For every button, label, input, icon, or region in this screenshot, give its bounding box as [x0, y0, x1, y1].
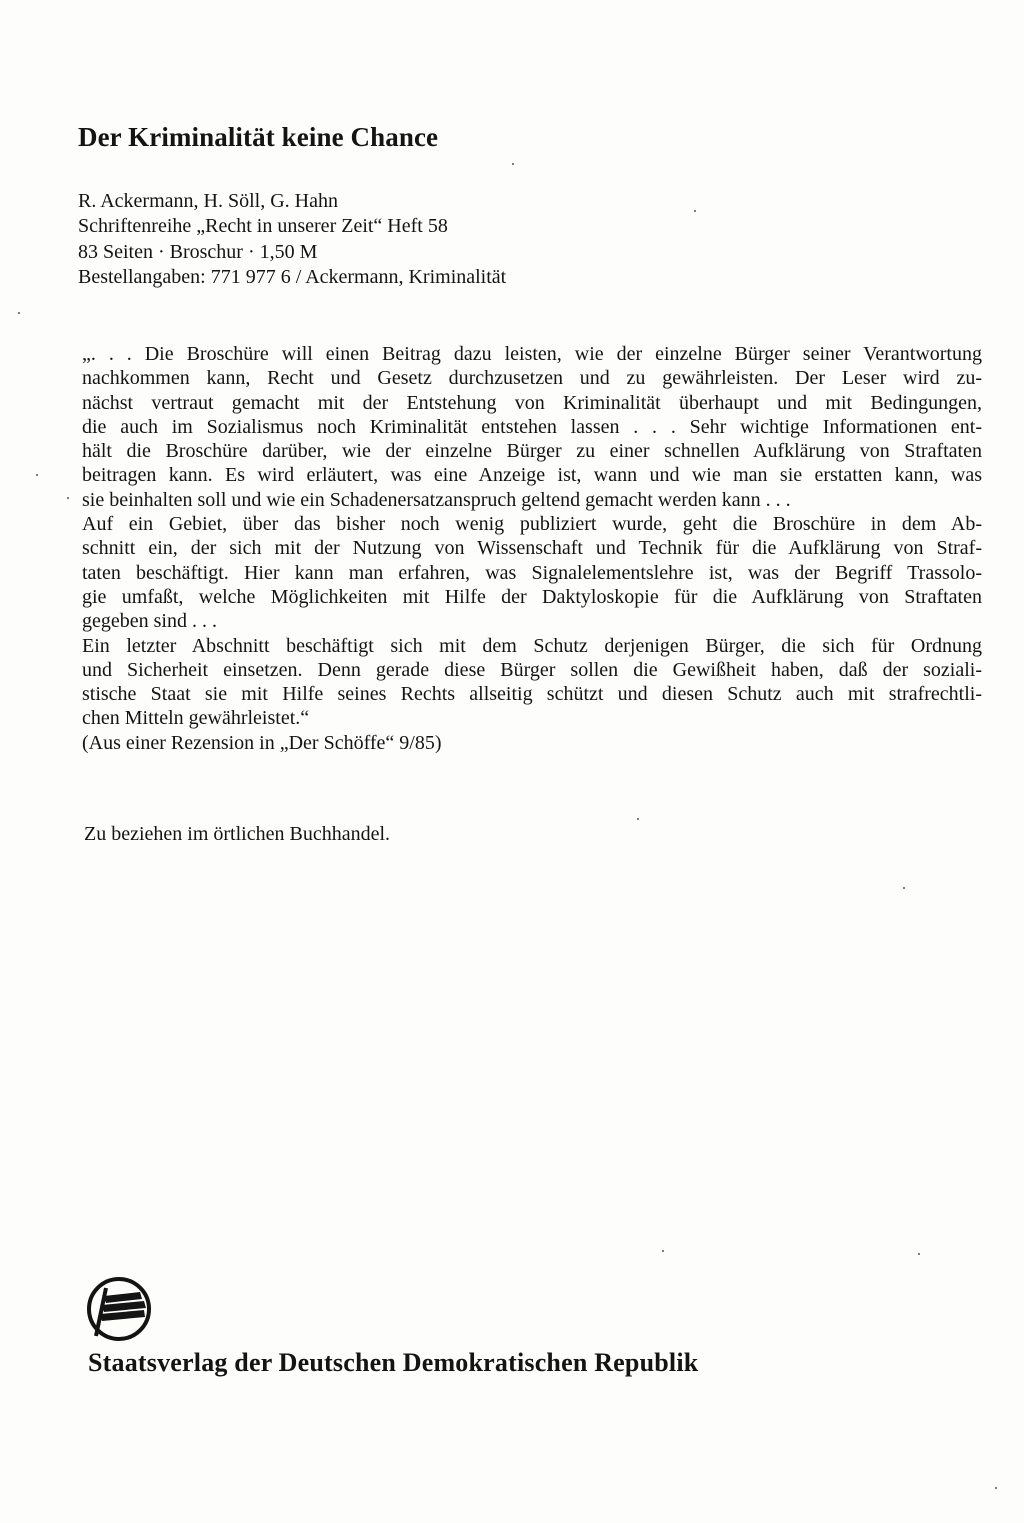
print-speck [67, 497, 69, 499]
authors: R. Ackermann, H. Söll, G. Hahn [78, 190, 338, 212]
review-line: hält die Broschüre darüber, wie der einzelne Bürger zu einer schnellen Aufklärung von Straftaten [82, 440, 982, 463]
review-line: Ein letzter Abschnitt beschäftigt sich mit dem Schutz derjenigen Bürger, die sich für Ordnung [82, 634, 982, 657]
review-line: schnitt ein, der sich mit der Nutzung von Wissenschaft und Technik für die Aufklärung von Straf- [82, 537, 982, 560]
format-price: 83 Seiten · Broschur · 1,50 M [78, 240, 318, 263]
print-speck [512, 163, 514, 165]
review-line: Auf ein Gebiet, über das bisher noch wenig publiziert wurde, geht die Broschüre in dem Ab- [82, 513, 982, 536]
review-line: sie beinhalten soll und wie ein Schadenersatzanspruch geltend gemacht werden kann . . . [82, 488, 791, 511]
review-line: nächst vertraut gemacht mit der Entstehung von Kriminalität überhaupt und mit Bedingungen, [82, 391, 982, 414]
print-speck [903, 887, 905, 889]
publisher-name: Staatsverlag der Deutschen Demokratischen Republik [88, 1348, 699, 1377]
review-line: „. . . Die Broschüre will einen Beitrag dazu leisten, wie der einzelne Bürger seiner Verantwortung [82, 343, 982, 365]
review-line: gie umfaßt, welche Möglichkeiten mit Hilfe der Daktyloskopie für die Aufklärung von Straftaten [82, 585, 982, 608]
review-line: gegeben sind . . . [82, 610, 217, 633]
review-line: die auch im Sozialismus noch Kriminalität entstehen lassen . . . Sehr wichtige Informationen ent- [82, 415, 982, 438]
series-info: Schriftenreihe „Recht in unserer Zeit“ Heft 58 [78, 215, 448, 238]
print-speck [36, 474, 38, 476]
print-speck [662, 1250, 664, 1252]
document-title: Der Kriminalität keine Chance [78, 122, 439, 152]
print-speck [18, 312, 20, 314]
review-source: (Aus einer Rezension in „Der Schöffe“ 9/85) [82, 731, 442, 754]
print-speck [995, 1487, 997, 1489]
print-speck [694, 210, 696, 212]
review-excerpt [82, 342, 982, 755]
review-line: chen Mitteln gewährleistet.“ [82, 707, 310, 730]
print-speck [918, 1253, 920, 1255]
print-speck [637, 818, 639, 820]
staatsverlag-emblem-icon [84, 1274, 154, 1344]
review-line: nachkommen kann, Recht und Gesetz durchzusetzen und zu gewährleisten. Der Leser wird zu- [82, 367, 982, 390]
order-info: Bestellangaben: 771 977 6 / Ackermann, Kriminalität [78, 265, 507, 288]
review-line: taten beschäftigt. Hier kann man erfahren, was Signalelementslehre ist, was der Begriff Trassolo- [82, 561, 982, 584]
publication-details [78, 189, 506, 290]
review-line: beitragen kann. Es wird erläutert, was eine Anzeige ist, wann und wie man sie erstatten kann, was [82, 464, 982, 487]
review-line: und Sicherheit einsetzen. Denn gerade diese Bürger sollen die Gewißheit haben, daß der soziali- [82, 658, 982, 681]
availability-note: Zu beziehen im örtlichen Buchhandel. [84, 823, 391, 845]
review-line: stische Staat sie mit Hilfe seines Rechts allseitig schützt und diesen Schutz auch mit strafrechtli- [82, 683, 982, 706]
